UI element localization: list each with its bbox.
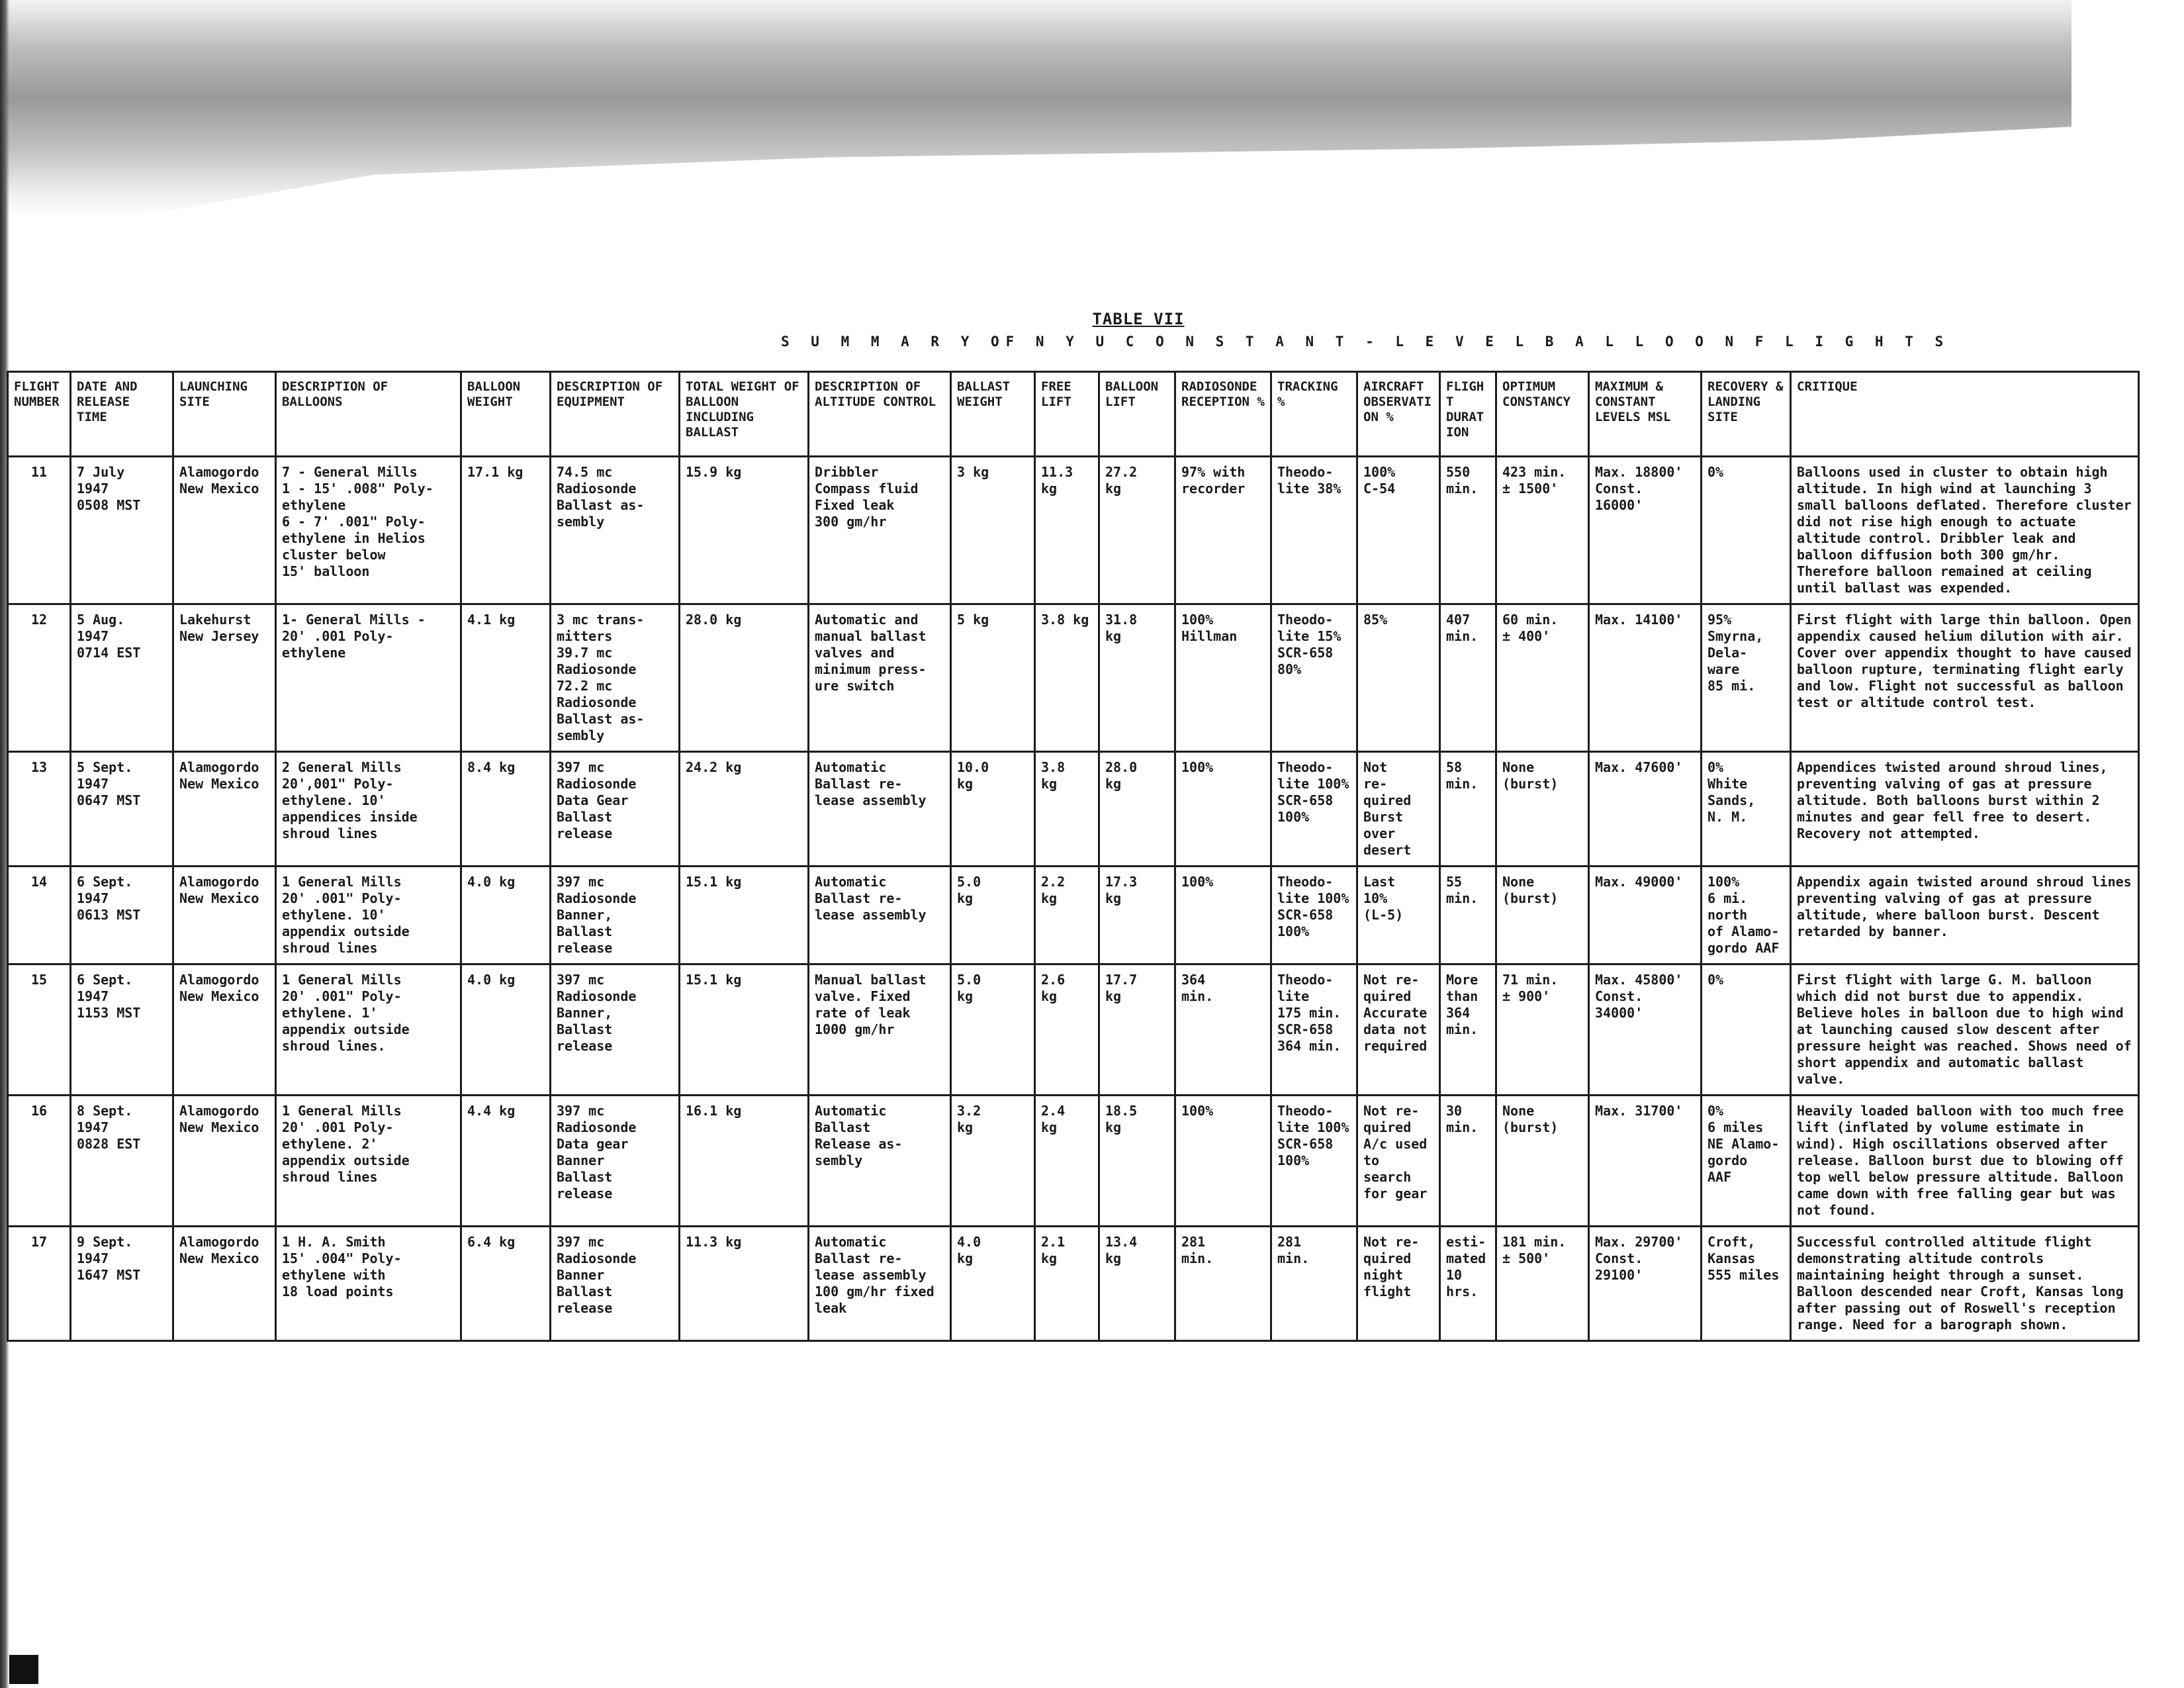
table-cell: 2.1 kg (1035, 1227, 1099, 1341)
table-cell: 2.6 kg (1035, 964, 1099, 1096)
table-cell: Not re- quired A/c used to search for gear (1357, 1096, 1440, 1227)
table-cell: 2 General Mills 20',001" Poly- ethylene. 10' appendices inside shroud lines (276, 752, 461, 867)
column-header: FLIGHT DURATION (1440, 372, 1496, 457)
table-cell: 1 General Mills 20' .001 Poly- ethylene. 2' appendix outside shroud lines (276, 1096, 461, 1227)
table-cell: None (burst) (1496, 1096, 1589, 1227)
table-row (8, 457, 2139, 604)
column-header: MAXIMUM & CONSTANT LEVELS MSL (1589, 372, 1702, 457)
table-cell: 281 min. (1271, 1227, 1357, 1341)
table-cell: 100% C-54 (1357, 457, 1440, 604)
table-cell: 8 Sept. 1947 0828 EST (71, 1096, 173, 1227)
table-title: TABLE VII (1092, 310, 1185, 328)
table-cell: Theodo- lite 100% SCR-658 100% (1271, 1096, 1357, 1227)
table-cell: 0% White Sands, N. M. (1702, 752, 1791, 867)
table-cell: 4.0 kg (461, 964, 551, 1096)
column-header: BALLOON LIFT (1099, 372, 1175, 457)
table-cell: 0% (1702, 457, 1791, 604)
table-cell: 27.2 kg (1099, 457, 1175, 604)
table-cell: 3 kg (951, 457, 1035, 604)
table-cell: Automatic and manual ballast valves and minimum press- ure switch (809, 604, 951, 752)
table-cell: 13 (8, 752, 71, 867)
table-cell: 71 min. ± 900' (1496, 964, 1589, 1096)
table-cell: 5.0 kg (951, 964, 1035, 1096)
table-cell: Max. 31700' (1589, 1096, 1702, 1227)
table-cell: 24.2 kg (680, 752, 809, 867)
table-cell: Theodo- lite 38% (1271, 457, 1357, 604)
table-cell: Automatic Ballast Release as- sembly (809, 1096, 951, 1227)
column-header: DESCRIPTION OF ALTITUDE CONTROL (809, 372, 951, 457)
column-header: DATE AND RELEASE TIME (71, 372, 173, 457)
table-cell: Theodo- lite 15% SCR-658 80% (1271, 604, 1357, 752)
table-cell: 181 min. ± 500' (1496, 1227, 1589, 1341)
table-cell: Not re- quired Burst over desert (1357, 752, 1440, 867)
table-cell: 2.2 kg (1035, 867, 1099, 964)
table-row (8, 1096, 2139, 1227)
table-cell: 1 H. A. Smith 15' .004" Poly- ethylene with 18 load points (276, 1227, 461, 1341)
table-cell: 4.0 kg (951, 1227, 1035, 1341)
table-cell: 1 General Mills 20' .001" Poly- ethylene. 10' appendix outside shroud lines (276, 867, 461, 964)
table-cell: 85% (1357, 604, 1440, 752)
table-cell: 58 min. (1440, 752, 1496, 867)
table-cell: None (burst) (1496, 752, 1589, 867)
table-cell: Automatic Ballast re- lease assembly (809, 867, 951, 964)
table-cell: 1 General Mills 20' .001" Poly- ethylene. 1' appendix outside shroud lines. (276, 964, 461, 1096)
table-cell: 423 min. ± 1500' (1496, 457, 1589, 604)
table-cell: 2.4 kg (1035, 1096, 1099, 1227)
table-cell: 3.8 kg (1035, 604, 1099, 752)
column-header: AIRCRAFT OBSERVATION % (1357, 372, 1440, 457)
table-cell: 15.1 kg (680, 867, 809, 964)
table-cell: 364 min. (1175, 964, 1271, 1096)
table-cell: First flight with large G. M. balloon which did not burst due to appendix. Believe holes in balloon due to high wind at launching caused slow descent after pressure height was reached. Shows need of short appendix and automatic ballast valve. (1791, 964, 2139, 1096)
table-cell: 6 Sept. 1947 0613 MST (71, 867, 173, 964)
table-cell: 12 (8, 604, 71, 752)
table-cell: Alamogordo New Mexico (173, 457, 276, 604)
flights-table (7, 371, 2140, 1342)
table-cell: Appendices twisted around shroud lines, preventing valving of gas at pressure altitude. Both balloons burst within 2 minutes and gear fell free to desert. Recovery not attempted. (1791, 752, 2139, 867)
table-cell: 100% 6 mi. north of Alamo- gordo AAF (1702, 867, 1791, 964)
column-header: TRACKING % (1271, 372, 1357, 457)
table-cell: Last 10% (L-5) (1357, 867, 1440, 964)
table-cell: Lakehurst New Jersey (173, 604, 276, 752)
table-cell: Alamogordo New Mexico (173, 1096, 276, 1227)
column-header: DESCRIPTION OF EQUIPMENT (551, 372, 680, 457)
table-cell: 397 mc Radiosonde Banner, Ballast release (551, 964, 680, 1096)
table-cell: 4.1 kg (461, 604, 551, 752)
scan-corner-mark (9, 1655, 38, 1684)
table-cell: 28.0 kg (680, 604, 809, 752)
table-cell: 15 (8, 964, 71, 1096)
table-cell: First flight with large thin balloon. Open appendix caused helium dilution with air. Cover over appendix thought to have caused balloon rupture, terminating flight early and low. Flight not successful as balloon test or altitude control test. (1791, 604, 2139, 752)
table-cell: Heavily loaded balloon with too much free lift (inflated by volume estimate in wind). High oscillations observed after release. Balloon burst due to blowing off top well below pressure altitude. Balloon came down with free falling gear but was not found. (1791, 1096, 2139, 1227)
table-cell: 17.7 kg (1099, 964, 1175, 1096)
column-header: BALLOON WEIGHT (461, 372, 551, 457)
table-cell: 8.4 kg (461, 752, 551, 867)
table-cell: 100% (1175, 752, 1271, 867)
table-cell: 28.0 kg (1099, 752, 1175, 867)
table-cell: None (burst) (1496, 867, 1589, 964)
table-cell: 16.1 kg (680, 1096, 809, 1227)
table-cell: 550 min. (1440, 457, 1496, 604)
table-cell: Max. 18800' Const. 16000' (1589, 457, 1702, 604)
column-header: BALLAST WEIGHT (951, 372, 1035, 457)
table-cell: Dribbler Compass fluid Fixed leak 300 gm/hr (809, 457, 951, 604)
table-cell: Theodo- lite 100% SCR-658 100% (1271, 752, 1357, 867)
table-cell: Alamogordo New Mexico (173, 752, 276, 867)
table-cell: 3 mc trans- mitters 39.7 mc Radiosonde 72.2 mc Radiosonde Ballast as- sembly (551, 604, 680, 752)
table-cell: 397 mc Radiosonde Data Gear Ballast release (551, 752, 680, 867)
table-row (8, 964, 2139, 1096)
table-cell: 74.5 mc Radiosonde Ballast as- sembly (551, 457, 680, 604)
scan-smudge (0, 0, 2071, 218)
header-row (8, 372, 2139, 457)
table-cell: 10.0 kg (951, 752, 1035, 867)
table-cell: Manual ballast valve. Fixed rate of leak 1000 gm/hr (809, 964, 951, 1096)
table-cell: 11.3 kg (680, 1227, 809, 1341)
table-cell: 3.8 kg (1035, 752, 1099, 867)
column-header: TOTAL WEIGHT OF BALLOON INCLUDING BALLAST (680, 372, 809, 457)
column-header: OPTIMUM CONSTANCY (1496, 372, 1589, 457)
table-cell: 15.1 kg (680, 964, 809, 1096)
table-cell: 15.9 kg (680, 457, 809, 604)
table-cell: 30 min. (1440, 1096, 1496, 1227)
table-cell: 17.3 kg (1099, 867, 1175, 964)
table-cell: 281 min. (1175, 1227, 1271, 1341)
table-cell: 97% with recorder (1175, 457, 1271, 604)
table-cell: Croft, Kansas 555 miles (1702, 1227, 1791, 1341)
table-cell: 17.1 kg (461, 457, 551, 604)
table-subtitle: S U M M A R Y OF N Y U C O N S T A N T - L E V E L B A L L O O N F L I G H T S (781, 334, 1950, 350)
table-cell: 100% (1175, 1096, 1271, 1227)
table-cell: Not re- quired Accurate data not required (1357, 964, 1440, 1096)
table-row (8, 867, 2139, 964)
table-cell: Theodo- lite 175 min. SCR-658 364 min. (1271, 964, 1357, 1096)
table-header (8, 372, 2139, 457)
table-cell: Appendix again twisted around shroud lines preventing valving of gas at pressure altitude, where balloon burst. Descent retarded by banner. (1791, 867, 2139, 964)
table-cell: 1- General Mills - 20' .001 Poly- ethylene (276, 604, 461, 752)
column-header: DESCRIPTION OF BALLOONS (276, 372, 461, 457)
table-cell: Max. 14100' (1589, 604, 1702, 752)
table-cell: 31.8 kg (1099, 604, 1175, 752)
table-cell: 95% Smyrna, Dela- ware 85 mi. (1702, 604, 1791, 752)
table-cell: Max. 45800' Const. 34000' (1589, 964, 1702, 1096)
table-cell: 11 (8, 457, 71, 604)
table-cell: 397 mc Radiosonde Banner Ballast release (551, 1227, 680, 1341)
table-cell: 6 Sept. 1947 1153 MST (71, 964, 173, 1096)
table-cell: Automatic Ballast re- lease assembly (809, 752, 951, 867)
table-cell: 16 (8, 1096, 71, 1227)
table-cell: 14 (8, 867, 71, 964)
table-cell: 18.5 kg (1099, 1096, 1175, 1227)
table-row (8, 752, 2139, 867)
table-cell: Automatic Ballast re- lease assembly 100 gm/hr fixed leak (809, 1227, 951, 1341)
table-cell: 3.2 kg (951, 1096, 1035, 1227)
table-cell: 5.0 kg (951, 867, 1035, 964)
table-cell: Max. 47600' (1589, 752, 1702, 867)
column-header: FREE LIFT (1035, 372, 1099, 457)
table-cell: Balloons used in cluster to obtain high altitude. In high wind at launching 3 small balloons deflated. Therefore cluster did not rise high enough to actuate altitude control. Dribbler leak and balloon diffusion both 300 gm/hr. Therefore balloon remained at ceiling until ballast was expended. (1791, 457, 2139, 604)
table-cell: 9 Sept. 1947 1647 MST (71, 1227, 173, 1341)
table-row (8, 604, 2139, 752)
table-cell: 7 - General Mills 1 - 15' .008" Poly- ethylene 6 - 7' .001" Poly- ethylene in Helios cluster below 15' balloon (276, 457, 461, 604)
table-cell: 11.3 kg (1035, 457, 1099, 604)
table-cell: 55 min. (1440, 867, 1496, 964)
table-cell: Alamogordo New Mexico (173, 964, 276, 1096)
table-cell: 4.4 kg (461, 1096, 551, 1227)
table-cell: 0% (1702, 964, 1791, 1096)
table-cell: Successful controlled altitude flight demonstrating altitude controls maintaining height through a sunset. Balloon descended near Croft, Kansas long after passing out of Roswell's reception range. Need for a barograph shown. (1791, 1227, 2139, 1341)
table-cell: Theodo- lite 100% SCR-658 100% (1271, 867, 1357, 964)
table-cell: 397 mc Radiosonde Data gear Banner Ballast release (551, 1096, 680, 1227)
table-cell: More than 364 min. (1440, 964, 1496, 1096)
table-cell: 17 (8, 1227, 71, 1341)
table-body (8, 457, 2139, 1341)
column-header: RADIOSONDE RECEPTION % (1175, 372, 1271, 457)
column-header: LAUNCHING SITE (173, 372, 276, 457)
table-cell: 7 July 1947 0508 MST (71, 457, 173, 604)
table-cell: 5 Sept. 1947 0647 MST (71, 752, 173, 867)
table-cell: 6.4 kg (461, 1227, 551, 1341)
table-cell: 4.0 kg (461, 867, 551, 964)
column-header: FLIGHT NUMBER (8, 372, 71, 457)
table-cell: Alamogordo New Mexico (173, 867, 276, 964)
table-row (8, 1227, 2139, 1341)
table-cell: 5 kg (951, 604, 1035, 752)
table-cell: 0% 6 miles NE Alamo- gordo AAF (1702, 1096, 1791, 1227)
table-cell: 100% Hillman (1175, 604, 1271, 752)
table-cell: 397 mc Radiosonde Banner, Ballast release (551, 867, 680, 964)
table-cell: Not re- quired night flight (1357, 1227, 1440, 1341)
table-cell: Alamogordo New Mexico (173, 1227, 276, 1341)
column-header: CRITIQUE (1791, 372, 2139, 457)
column-header: RECOVERY & LANDING SITE (1702, 372, 1791, 457)
table-cell: Max. 49000' (1589, 867, 1702, 964)
table-cell: 407 min. (1440, 604, 1496, 752)
table-cell: 13.4 kg (1099, 1227, 1175, 1341)
table-cell: 5 Aug. 1947 0714 EST (71, 604, 173, 752)
table-cell: esti- mated 10 hrs. (1440, 1227, 1496, 1341)
table-cell: 60 min. ± 400' (1496, 604, 1589, 752)
table-cell: 100% (1175, 867, 1271, 964)
table-cell: Max. 29700' Const. 29100' (1589, 1227, 1702, 1341)
